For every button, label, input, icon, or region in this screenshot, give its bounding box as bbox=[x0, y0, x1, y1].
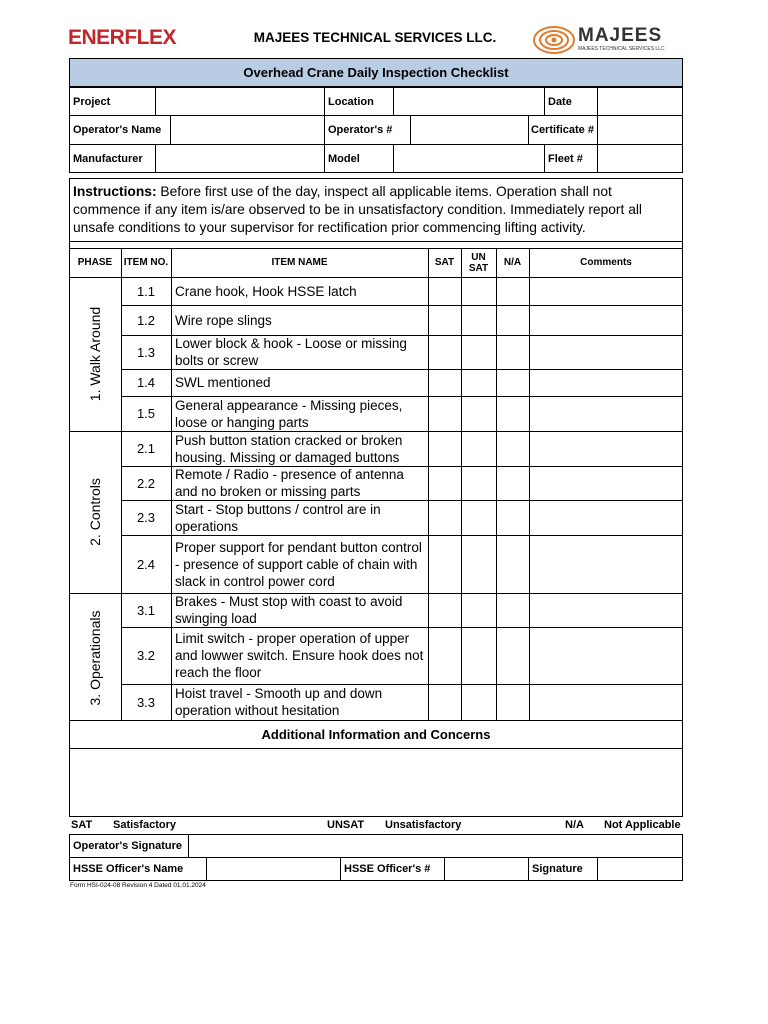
legend-unsat-abbr: UNSAT bbox=[327, 819, 365, 831]
date-label: Date bbox=[544, 87, 598, 116]
operator-no-label: Operator's # bbox=[324, 115, 411, 145]
instructions-text: Before first use of the day, inspect all applicable items. Operation shall not commence if any item is/are observed to be in unsatisfactory condition. Immediately report all unsafe conditions to your supervisor for rectification prior commencing lifting activity. bbox=[73, 184, 643, 235]
item-name: Lower block & hook - Loose or missing bolts or screw bbox=[175, 336, 407, 368]
legend-sat-full: Satisfactory bbox=[113, 819, 176, 831]
item-name: Brakes - Must stop with coast to avoid swinging load bbox=[175, 594, 403, 626]
signature-field[interactable] bbox=[597, 857, 683, 881]
legend-na-full: Not Applicable bbox=[604, 819, 681, 831]
header-item-no: ITEM NO. bbox=[123, 257, 169, 268]
form-title: Overhead Crane Daily Inspection Checklist bbox=[243, 65, 509, 80]
item-name: Proper support for pendant button control - presence of support cable of chain with slack in control power cord bbox=[175, 539, 422, 589]
item-name: Hoist travel - Smooth up and down operation without hesitation bbox=[175, 686, 383, 718]
additional-info-header bbox=[69, 720, 683, 749]
hsse-no-label: HSSE Officer's # bbox=[340, 857, 445, 881]
header-sat: SAT bbox=[434, 257, 455, 268]
legend-na-abbr: N/A bbox=[565, 819, 584, 831]
majees-logo-text: MAJEES bbox=[578, 25, 663, 46]
item-no: 1.4 bbox=[136, 375, 156, 390]
fleet-label: Fleet # bbox=[544, 144, 598, 173]
item-no: 3.3 bbox=[136, 694, 156, 710]
additional-info-field[interactable] bbox=[69, 748, 683, 817]
majees-swirl-icon bbox=[532, 25, 576, 55]
item-no: 1.5 bbox=[136, 406, 156, 421]
enerflex-logo: ENERFLEX bbox=[68, 26, 177, 49]
operator-no-field[interactable] bbox=[410, 115, 529, 145]
item-no: 2.3 bbox=[136, 510, 156, 525]
manufacturer-label: Manufacturer bbox=[69, 144, 156, 173]
item-no: 1.3 bbox=[136, 344, 156, 360]
phase-walk-around: 1. Walk Around bbox=[87, 306, 103, 402]
header-item-name: ITEM NAME bbox=[271, 257, 328, 268]
header-na: N/A bbox=[503, 257, 522, 268]
project-label: Project bbox=[69, 87, 156, 116]
header-phase: PHASE bbox=[77, 257, 113, 268]
form-title-bar bbox=[69, 58, 683, 87]
item-name: Remote / Radio - presence of antenna and no broken or missing parts bbox=[175, 467, 404, 499]
instructions-label: Instructions: bbox=[73, 184, 157, 199]
legend-sat-abbr: SAT bbox=[71, 819, 93, 831]
operator-signature-label: Operator's Signature bbox=[69, 834, 189, 858]
item-no: 1.1 bbox=[136, 283, 156, 299]
certificate-field[interactable] bbox=[597, 115, 683, 145]
date-field[interactable] bbox=[597, 87, 683, 116]
item-name: Start - Stop buttons / control are in operations bbox=[175, 501, 381, 534]
item-name: Limit switch - proper operation of upper and lowwer switch. Ensure hook does not reach the floor bbox=[175, 631, 424, 680]
item-name: Crane hook, Hook HSSE latch bbox=[175, 283, 357, 299]
location-field[interactable] bbox=[393, 87, 545, 116]
item-no: 3.1 bbox=[136, 602, 156, 618]
hsse-no-field[interactable] bbox=[444, 857, 529, 881]
item-name: Push button station cracked or broken housing. Missing or damaged buttons bbox=[175, 432, 403, 465]
manufacturer-field[interactable] bbox=[155, 144, 325, 173]
item-no: 3.2 bbox=[136, 648, 156, 663]
item-no: 2.4 bbox=[136, 556, 156, 572]
majees-logo bbox=[532, 24, 682, 56]
item-no: 2.2 bbox=[136, 475, 156, 491]
fleet-field[interactable] bbox=[597, 144, 683, 173]
instructions-block bbox=[69, 178, 683, 242]
model-field[interactable] bbox=[393, 144, 545, 173]
model-label: Model bbox=[324, 144, 394, 173]
form-reference: Form HSI-024-08 Revision 4 Dated 01.01.2024 bbox=[70, 882, 206, 889]
project-field[interactable] bbox=[155, 87, 325, 116]
operator-name-label: Operator's Name bbox=[69, 115, 171, 145]
operator-name-field[interactable] bbox=[170, 115, 325, 145]
signature-label: Signature bbox=[528, 857, 598, 881]
majees-logo-subtext: MAJEES TECHNICAL SERVICES LLC bbox=[578, 46, 665, 52]
company-name: MAJEES TECHNICAL SERVICES LLC. bbox=[253, 30, 497, 45]
item-name: Wire rope slings bbox=[175, 312, 272, 328]
item-no: 1.2 bbox=[136, 312, 156, 328]
legend-unsat-full: Unsatisfactory bbox=[385, 819, 462, 831]
item-name: SWL mentioned bbox=[175, 375, 271, 390]
hsse-name-label: HSSE Officer's Name bbox=[69, 857, 207, 881]
phase-operationals: 3. Operationals bbox=[87, 610, 103, 706]
hsse-name-field[interactable] bbox=[206, 857, 341, 881]
certificate-label: Certificate # bbox=[528, 115, 598, 145]
item-name: General appearance - Missing pieces, loose or hanging parts bbox=[175, 397, 403, 430]
additional-info-title: Additional Information and Concerns bbox=[261, 726, 491, 742]
operator-signature-field[interactable] bbox=[188, 834, 683, 858]
phase-controls: 2. Controls bbox=[87, 478, 103, 546]
item-no: 2.1 bbox=[136, 441, 156, 456]
location-label: Location bbox=[324, 87, 394, 116]
header-unsat: UN SAT bbox=[468, 251, 489, 274]
header-comments: Comments bbox=[580, 257, 632, 268]
